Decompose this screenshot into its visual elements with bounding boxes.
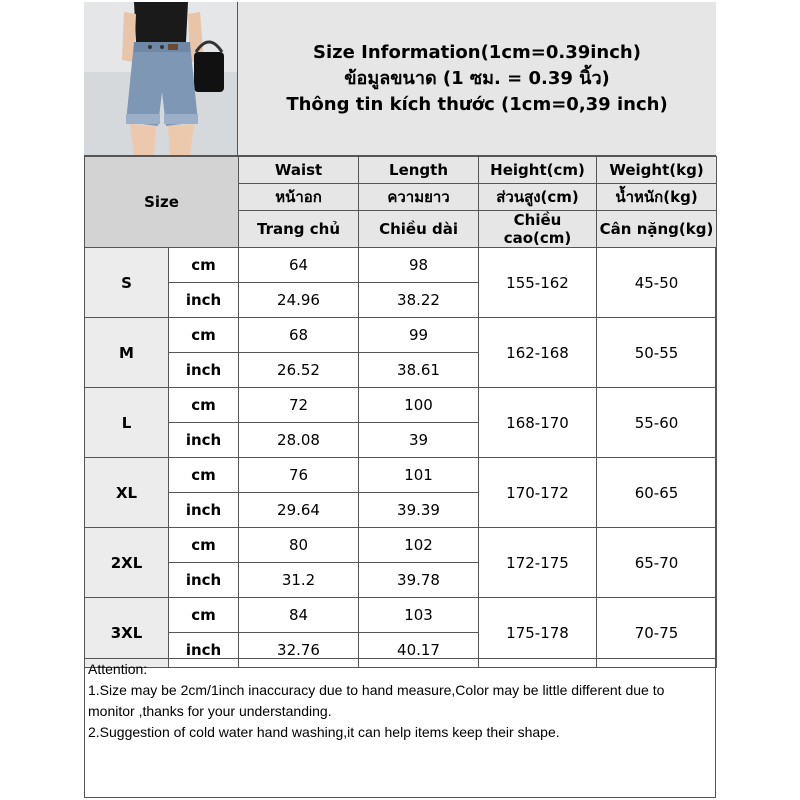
unit-cm: cm: [169, 458, 239, 493]
length-inch: 40.17: [359, 633, 479, 668]
height-range: 168-170: [479, 388, 597, 458]
size-label: 3XL: [85, 598, 169, 668]
size-label: XL: [85, 458, 169, 528]
unit-inch: inch: [169, 493, 239, 528]
size-label: L: [85, 388, 169, 458]
length-cm: 100: [359, 388, 479, 423]
length-cm: 103: [359, 598, 479, 633]
col-length-vi: Chiều dài: [359, 211, 479, 248]
length-inch: 38.22: [359, 283, 479, 318]
unit-cm: cm: [169, 598, 239, 633]
col-waist-th: หน้าอก: [239, 184, 359, 211]
size-table: [84, 156, 717, 668]
waist-cm: 76: [239, 458, 359, 493]
unit-inch: inch: [169, 563, 239, 598]
size-label: 2XL: [85, 528, 169, 598]
unit-inch: inch: [169, 423, 239, 458]
weight-range: 45-50: [597, 248, 717, 318]
table-row: [85, 318, 717, 353]
unit-cm: cm: [169, 248, 239, 283]
length-cm: 98: [359, 248, 479, 283]
waist-inch: 24.96: [239, 283, 359, 318]
table-row: [85, 248, 717, 283]
length-cm: 102: [359, 528, 479, 563]
waist-cm: 68: [239, 318, 359, 353]
title-english: Size Information(1cm=0.39inch): [313, 41, 641, 63]
col-weight-th: น้ำหนัก(kg): [597, 184, 717, 211]
unit-cm: cm: [169, 318, 239, 353]
length-cm: 101: [359, 458, 479, 493]
height-range: 172-175: [479, 528, 597, 598]
size-label: S: [85, 248, 169, 318]
table-row: [85, 528, 717, 563]
height-range: 170-172: [479, 458, 597, 528]
product-photo: [84, 2, 238, 156]
waist-inch: 32.76: [239, 633, 359, 668]
size-label: M: [85, 318, 169, 388]
col-length-en: Length: [359, 157, 479, 184]
height-range: 162-168: [479, 318, 597, 388]
weight-range: 60-65: [597, 458, 717, 528]
waist-cm: 84: [239, 598, 359, 633]
unit-inch: inch: [169, 633, 239, 668]
col-height-en: Height(cm): [479, 157, 597, 184]
unit-cm: cm: [169, 528, 239, 563]
length-inch: 39.78: [359, 563, 479, 598]
waist-inch: 28.08: [239, 423, 359, 458]
weight-range: 70-75: [597, 598, 717, 668]
waist-cm: 72: [239, 388, 359, 423]
title-vietnamese: Thông tin kích thước (1cm=0,39 inch): [286, 93, 668, 115]
waist-inch: 26.52: [239, 353, 359, 388]
note-2: 2.Suggestion of cold water hand washing,it can help items keep their shape.: [88, 724, 560, 740]
attention-notes: [84, 658, 716, 798]
note-1: 1.Size may be 2cm/1inch inaccuracy due to hand measure,Color may be little different due to monitor ,thanks for your understanding.: [88, 682, 665, 719]
waist-inch: 29.64: [239, 493, 359, 528]
length-cm: 99: [359, 318, 479, 353]
model-in-denim-shorts-photo-icon: [84, 2, 238, 156]
waist-inch: 31.2: [239, 563, 359, 598]
table-row: [85, 458, 717, 493]
table-row: [85, 598, 717, 633]
length-inch: 38.61: [359, 353, 479, 388]
length-inch: 39: [359, 423, 479, 458]
col-waist-en: Waist: [239, 157, 359, 184]
height-range: 175-178: [479, 598, 597, 668]
weight-range: 50-55: [597, 318, 717, 388]
col-weight-vi: Cân nặng(kg): [597, 211, 717, 248]
size-info-title-box: [238, 2, 716, 156]
size-header: Size: [85, 157, 239, 248]
length-inch: 39.39: [359, 493, 479, 528]
table-row: [85, 388, 717, 423]
notes-heading: Attention:: [88, 661, 148, 677]
col-height-vi: Chiều cao(cm): [479, 211, 597, 248]
col-height-th: ส่วนสูง(cm): [479, 184, 597, 211]
unit-inch: inch: [169, 283, 239, 318]
unit-inch: inch: [169, 353, 239, 388]
height-range: 155-162: [479, 248, 597, 318]
col-waist-vi: Trang chủ: [239, 211, 359, 248]
waist-cm: 64: [239, 248, 359, 283]
weight-range: 65-70: [597, 528, 717, 598]
col-weight-en: Weight(kg): [597, 157, 717, 184]
unit-cm: cm: [169, 388, 239, 423]
weight-range: 55-60: [597, 388, 717, 458]
col-length-th: ความยาว: [359, 184, 479, 211]
title-thai: ข้อมูลขนาด (1 ซม. = 0.39 นิ้ว): [344, 67, 610, 89]
waist-cm: 80: [239, 528, 359, 563]
